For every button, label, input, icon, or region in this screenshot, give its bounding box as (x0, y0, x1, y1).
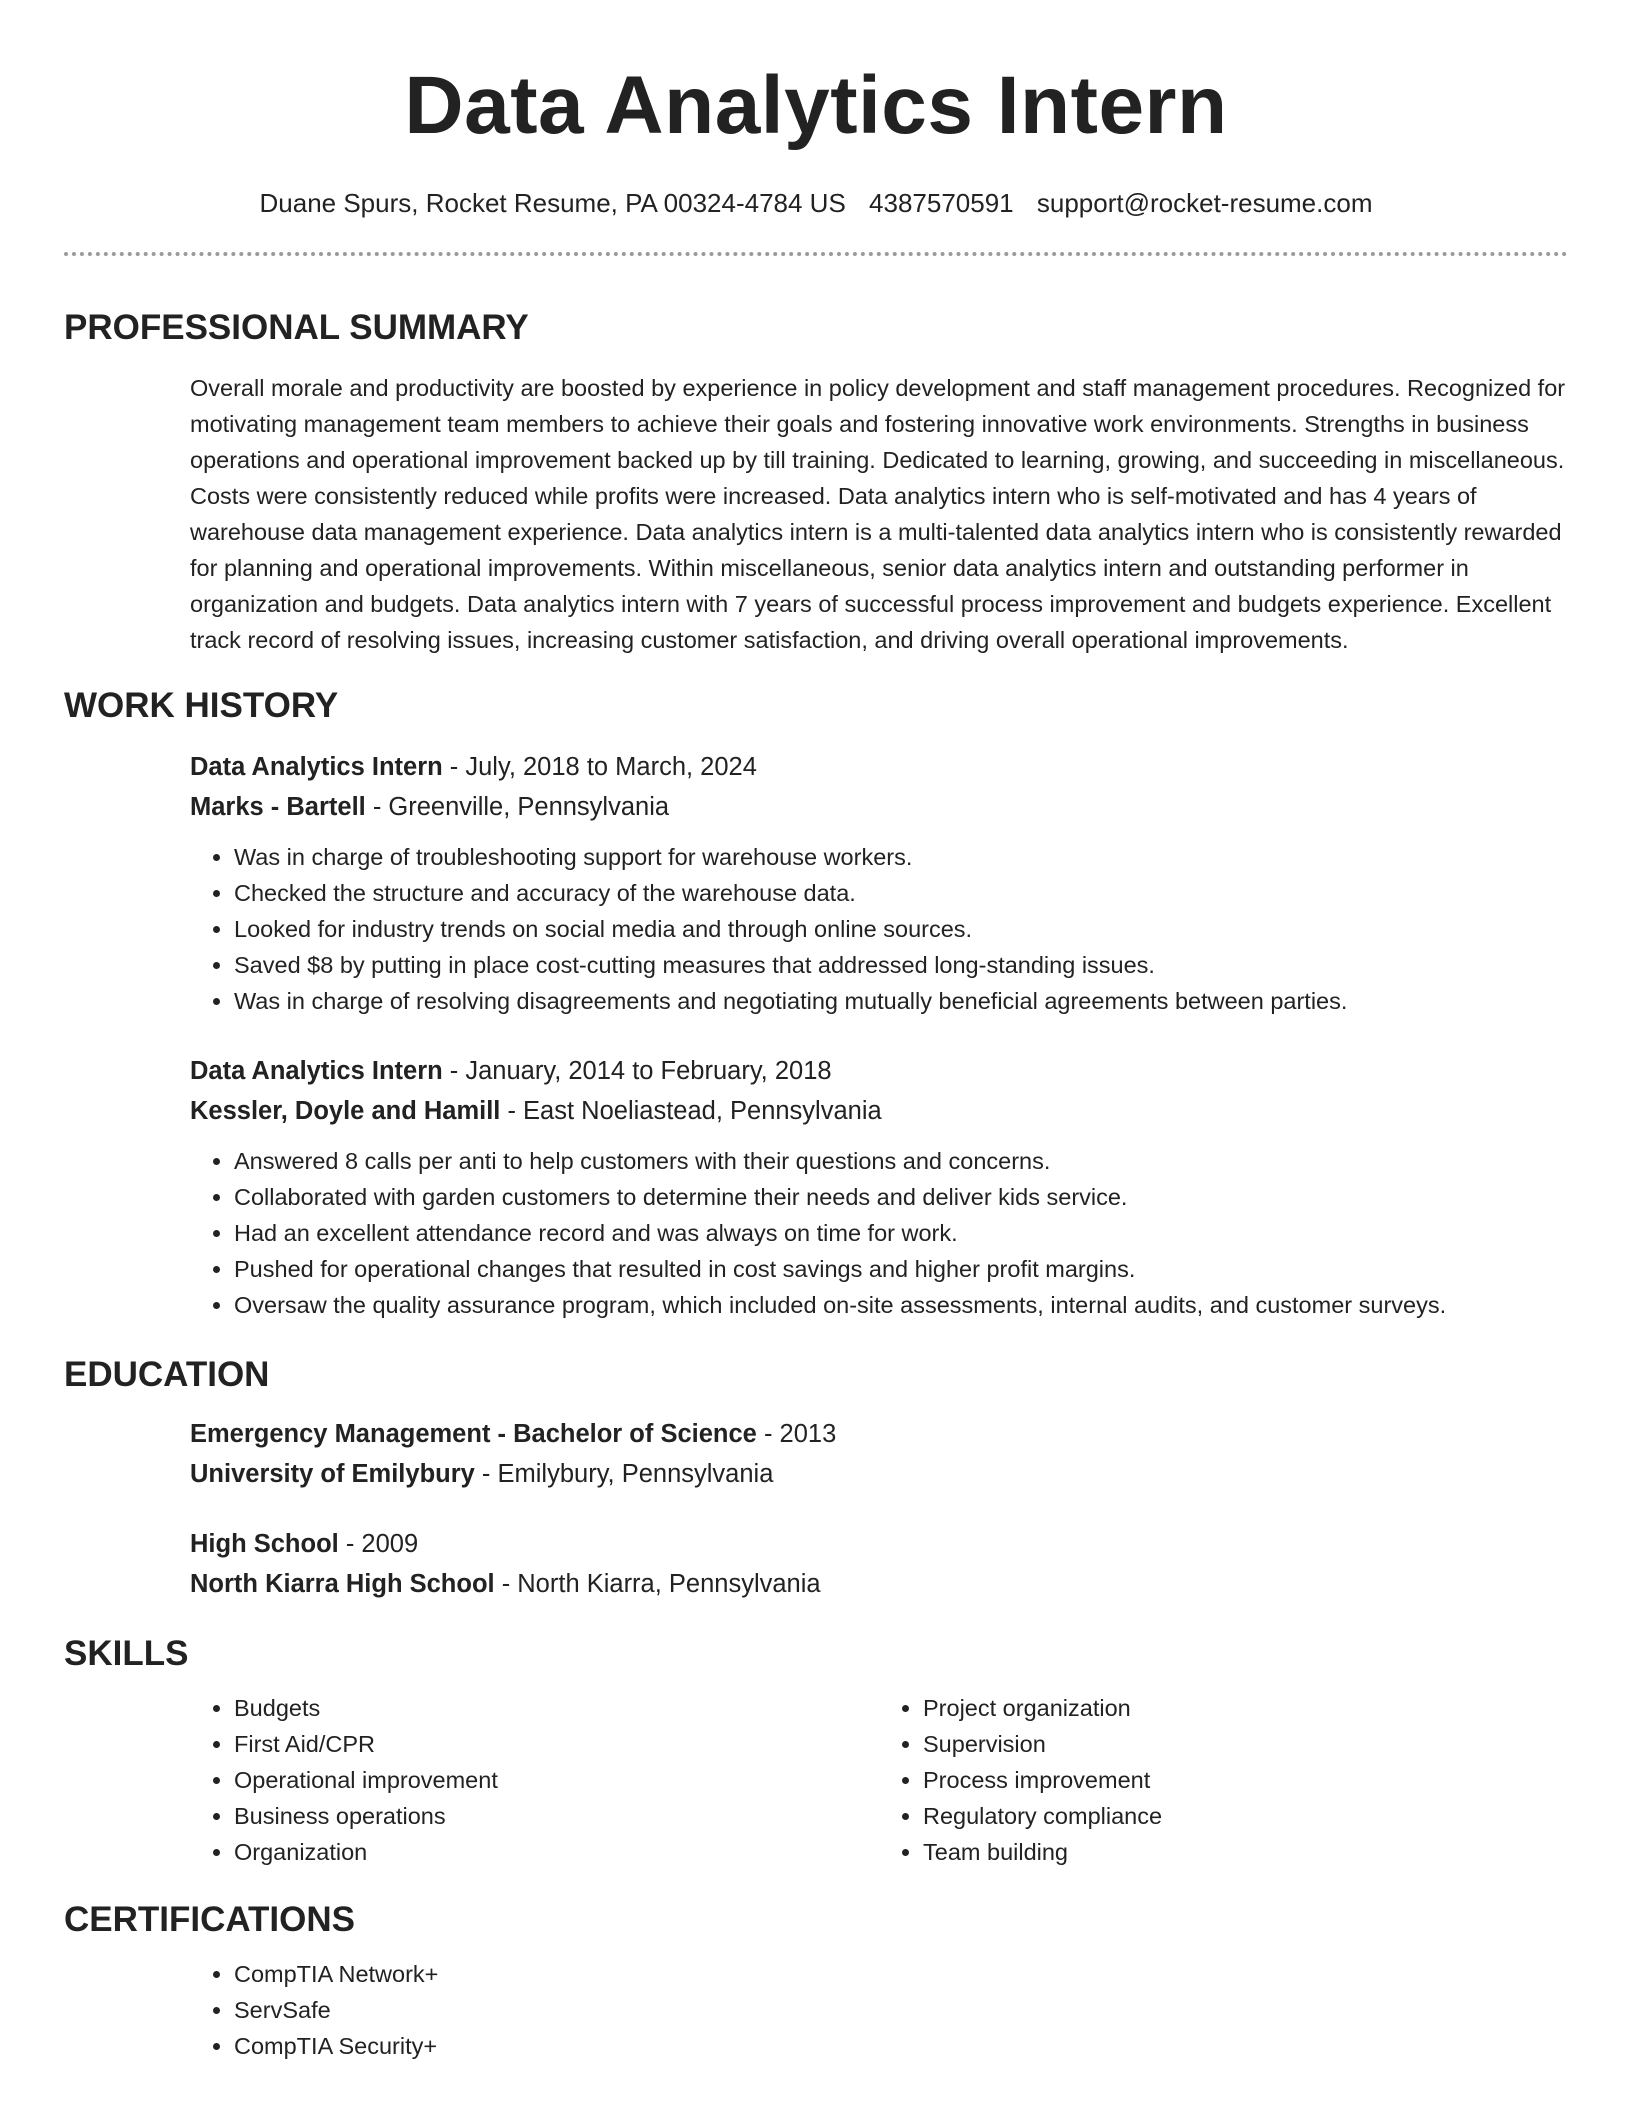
education-heading: EDUCATION (64, 1355, 270, 1394)
skill-item: • Regulatory compliance (923, 1798, 1568, 1834)
skill-item: • Process improvement (923, 1762, 1568, 1798)
job-company: Marks - Bartell (190, 793, 366, 821)
resume-title: Data Analytics Intern (404, 60, 1228, 151)
list-item: • Checked the structure and accuracy of the warehouse data. (234, 875, 1568, 911)
degree-year: - 2013 (756, 1420, 837, 1448)
school-line (190, 1454, 1568, 1494)
school: University of Emilybury (190, 1460, 475, 1488)
degree-line (190, 1524, 1568, 1564)
certification-item: • ServSafe (234, 1992, 1568, 2028)
school: North Kiarra High School (190, 1570, 495, 1598)
skills-column-left (190, 1690, 879, 1870)
job-entry (64, 747, 1568, 1019)
list-item: • Was in charge of troubleshooting support for warehouse workers. (234, 839, 1568, 875)
job-location: - East Noeliastead, Pennsylvania (500, 1097, 882, 1125)
job-bullets (190, 839, 1568, 1019)
list-item: • Pushed for operational changes that resulted in cost savings and higher profit margins. (234, 1251, 1568, 1287)
job-position: Data Analytics Intern (190, 753, 443, 781)
header-divider (64, 252, 1568, 256)
school-location: - Emilybury, Pennsylvania (474, 1460, 774, 1488)
skill-item: • Supervision (923, 1726, 1568, 1762)
certification-item: • CompTIA Network+ (234, 1956, 1568, 1992)
job-company-line (190, 1091, 1568, 1131)
job-position: Data Analytics Intern (190, 1057, 443, 1085)
skill-item: • Budgets (234, 1690, 879, 1726)
summary-section (64, 306, 1568, 658)
skill-item: • Team building (923, 1834, 1568, 1870)
skill-item: • Project organization (923, 1690, 1568, 1726)
skills-column-right (879, 1690, 1568, 1870)
job-position-line (190, 1051, 1568, 1091)
contact-email: support@rocket-resume.com (1036, 188, 1373, 218)
certifications-heading: CERTIFICATIONS (64, 1900, 356, 1939)
contact-line (64, 186, 1568, 220)
school-location: - North Kiarra, Pennsylvania (494, 1570, 821, 1598)
job-bullets (190, 1143, 1568, 1323)
summary-text: Overall morale and productivity are boosted by experience in policy development and staff management procedures. Recognized for motivating management team members to achieve their goals and fostering innovative work environments. Strengths in business operations and operational improvement backed up by till training. Dedicated to learning, growing, and succeeding in miscellaneous. Costs were consistently reduced while profits were increased. Data analytics intern who is self-motivated and has 4 years of warehouse data management experience. Data analytics intern is a multi-talented data analytics intern who is consistently rewarded for planning and operational improvements. Within miscellaneous, senior data analytics intern and outstanding performer in organization and budgets. Data analytics intern with 7 years of successful process improvement and budgets experience. Excellent track record of resolving issues, increasing customer satisfaction, and driving overall operational improvements. (190, 375, 1566, 653)
skill-item: • Business operations (234, 1798, 879, 1834)
job-position-line (190, 747, 1568, 787)
list-item: • Was in charge of resolving disagreements and negotiating mutually beneficial agreements between parties. (234, 983, 1568, 1019)
job-company-line (190, 787, 1568, 827)
school-line (190, 1564, 1568, 1604)
list-item: • Had an excellent attendance record and was always on time for work. (234, 1215, 1568, 1251)
work-heading: WORK HISTORY (64, 686, 339, 725)
education-entry (64, 1524, 1568, 1604)
certification-bullets (190, 1956, 1568, 2064)
certifications-list (64, 1956, 1568, 2064)
skills-list (64, 1690, 1568, 1870)
contact-phone: 4387570591 (869, 188, 1014, 218)
list-item: • Looked for industry trends on social media and through online sources. (234, 911, 1568, 947)
degree-year: - 2009 (338, 1530, 419, 1558)
list-item: • Collaborated with garden customers to determine their needs and deliver kids service. (234, 1179, 1568, 1215)
education-entry (64, 1414, 1568, 1494)
skill-item: • First Aid/CPR (234, 1726, 879, 1762)
list-item: • Oversaw the quality assurance program, which included on-site assessments, internal audits, and customer surveys. (234, 1287, 1568, 1323)
skills-section (64, 1632, 1568, 1870)
skills-heading: SKILLS (64, 1634, 189, 1673)
list-item: • Answered 8 calls per anti to help customers with their questions and concerns. (234, 1143, 1568, 1179)
summary-heading: PROFESSIONAL SUMMARY (64, 308, 529, 347)
degree: Emergency Management - Bachelor of Science (190, 1420, 757, 1448)
education-section (64, 1353, 1568, 1604)
job-entry (64, 1051, 1568, 1323)
skill-item: • Organization (234, 1834, 879, 1870)
degree: High School (190, 1530, 339, 1558)
contact-address: Duane Spurs, Rocket Resume, PA 00324-4784 US (259, 188, 846, 218)
degree-line (190, 1414, 1568, 1454)
job-company: Kessler, Doyle and Hamill (190, 1097, 501, 1125)
work-section (64, 684, 1568, 1323)
skill-item: • Operational improvement (234, 1762, 879, 1798)
job-location: - Greenville, Pennsylvania (365, 793, 670, 821)
job-dates: - July, 2018 to March, 2024 (442, 753, 757, 781)
resume-header (64, 0, 1568, 220)
job-dates: - January, 2014 to February, 2018 (442, 1057, 832, 1085)
certifications-section (64, 1898, 1568, 2064)
list-item: • Saved $8 by putting in place cost-cutting measures that addressed long-standing issues. (234, 947, 1568, 983)
certification-item: • CompTIA Security+ (234, 2028, 1568, 2064)
